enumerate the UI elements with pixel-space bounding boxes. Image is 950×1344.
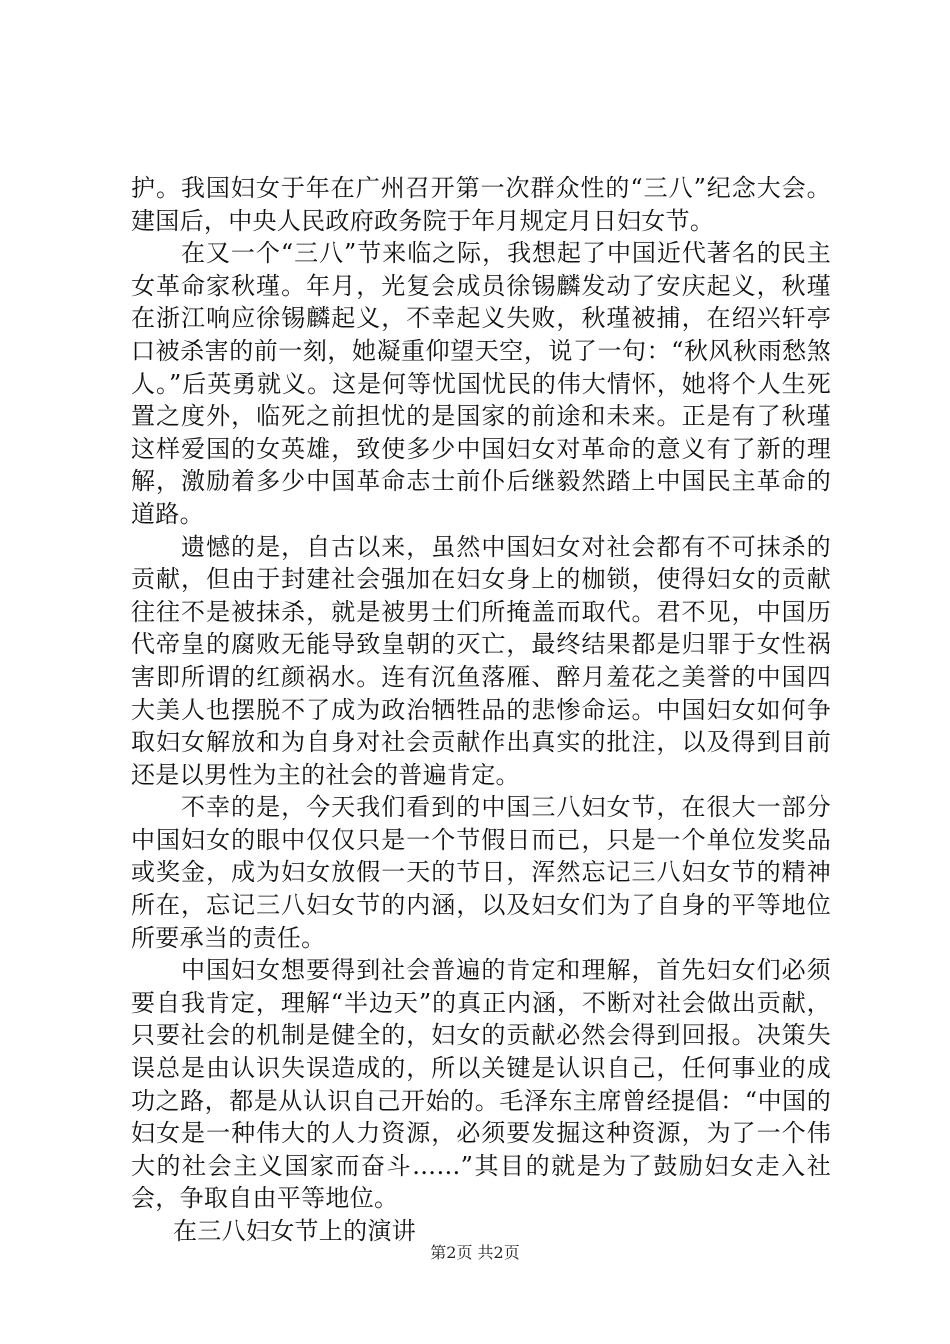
paragraph-qiujin: 在又一个“三八”节来临之际，我想起了中国近代著名的民主女革命家秋瑾。年月，光复会成员徐锡麟发动了安庆起义，秋瑾在浙江响应徐锡麟起义，不幸起义失败，秋瑾被捕，在绍兴轩亭口被杀害的前一刻，她凝重仰望天空，说了一句：“秋风秋雨愁煞人。”后英勇就义。这是何等忧国忧民的伟大情怀，她将个人生死置之度外，临死之前担忧的是国家的前途和未来。正是有了秋瑾这样爱国的女英雄，致使多少中国妇女对革命的意义有了新的理解，激励着多少中国革命志士前仆后继毅然踏上中国民主革命的道路。 bbox=[131, 239, 831, 528]
document-body bbox=[131, 172, 831, 1248]
page-number-footer: 第2页 共2页 bbox=[430, 1243, 520, 1262]
paragraph-unfortunate: 不幸的是，今天我们看到的中国三八妇女节，在很大一部分中国妇女的眼中仅仅只是一个节假日而已，只是一个单位发奖品或奖金，成为妇女放假一天的节日，浑然忘记三八妇女节的精神所在，忘记三八妇女节的内涵，以及妇女们为了自身的平等地位所要承当的责任。 bbox=[131, 793, 831, 952]
paragraph-recognition: 中国妇女想要得到社会普遍的肯定和理解，首先妇女们必须要自我肯定，理解“半边天”的真正内涵，不断对社会做出贡献，只要社会的机制是健全的，妇女的贡献必然会得到回报。决策失误总是由认识失误造成的，所以关键是认识自己，任何事业的成功之路，都是从认识自己开始的。毛泽东主席曾经提倡：“中国的妇女是一种伟大的人力资源，必须要发掘这种资源，为了一个伟大的社会主义国家而奋斗……”其目的就是为了鼓励妇女走入社会，争取自由平等地位。 bbox=[131, 956, 831, 1213]
paragraph-regret: 遗憾的是，自古以来，虽然中国妇女对社会都有不可抹杀的贡献，但由于封建社会强加在妇女身上的枷锁，使得妇女的贡献往往不是被抹杀，就是被男士们所掩盖而取代。君不见，中国历代帝皇的腐败无能导致皇朝的灭亡，最终结果都是归罪于女性祸害即所谓的红颜祸水。连有沉鱼落雁、醉月羞花之美誉的中国四大美人也摆脱不了成为政治牺牲品的悲惨命运。中国妇女如何争取妇女解放和为自身对社会贡献作出真实的批注，以及得到目前还是以男性为主的社会的普遍肯定。 bbox=[131, 532, 831, 789]
document-closing-title: 在三八妇女节上的演讲 bbox=[173, 1217, 416, 1245]
paragraph-continuation: 护。我国妇女于年在广州召开第一次群众性的“三八”纪念大会。建国后，中央人民政府政务院于年月规定月日妇女节。 bbox=[131, 174, 831, 235]
